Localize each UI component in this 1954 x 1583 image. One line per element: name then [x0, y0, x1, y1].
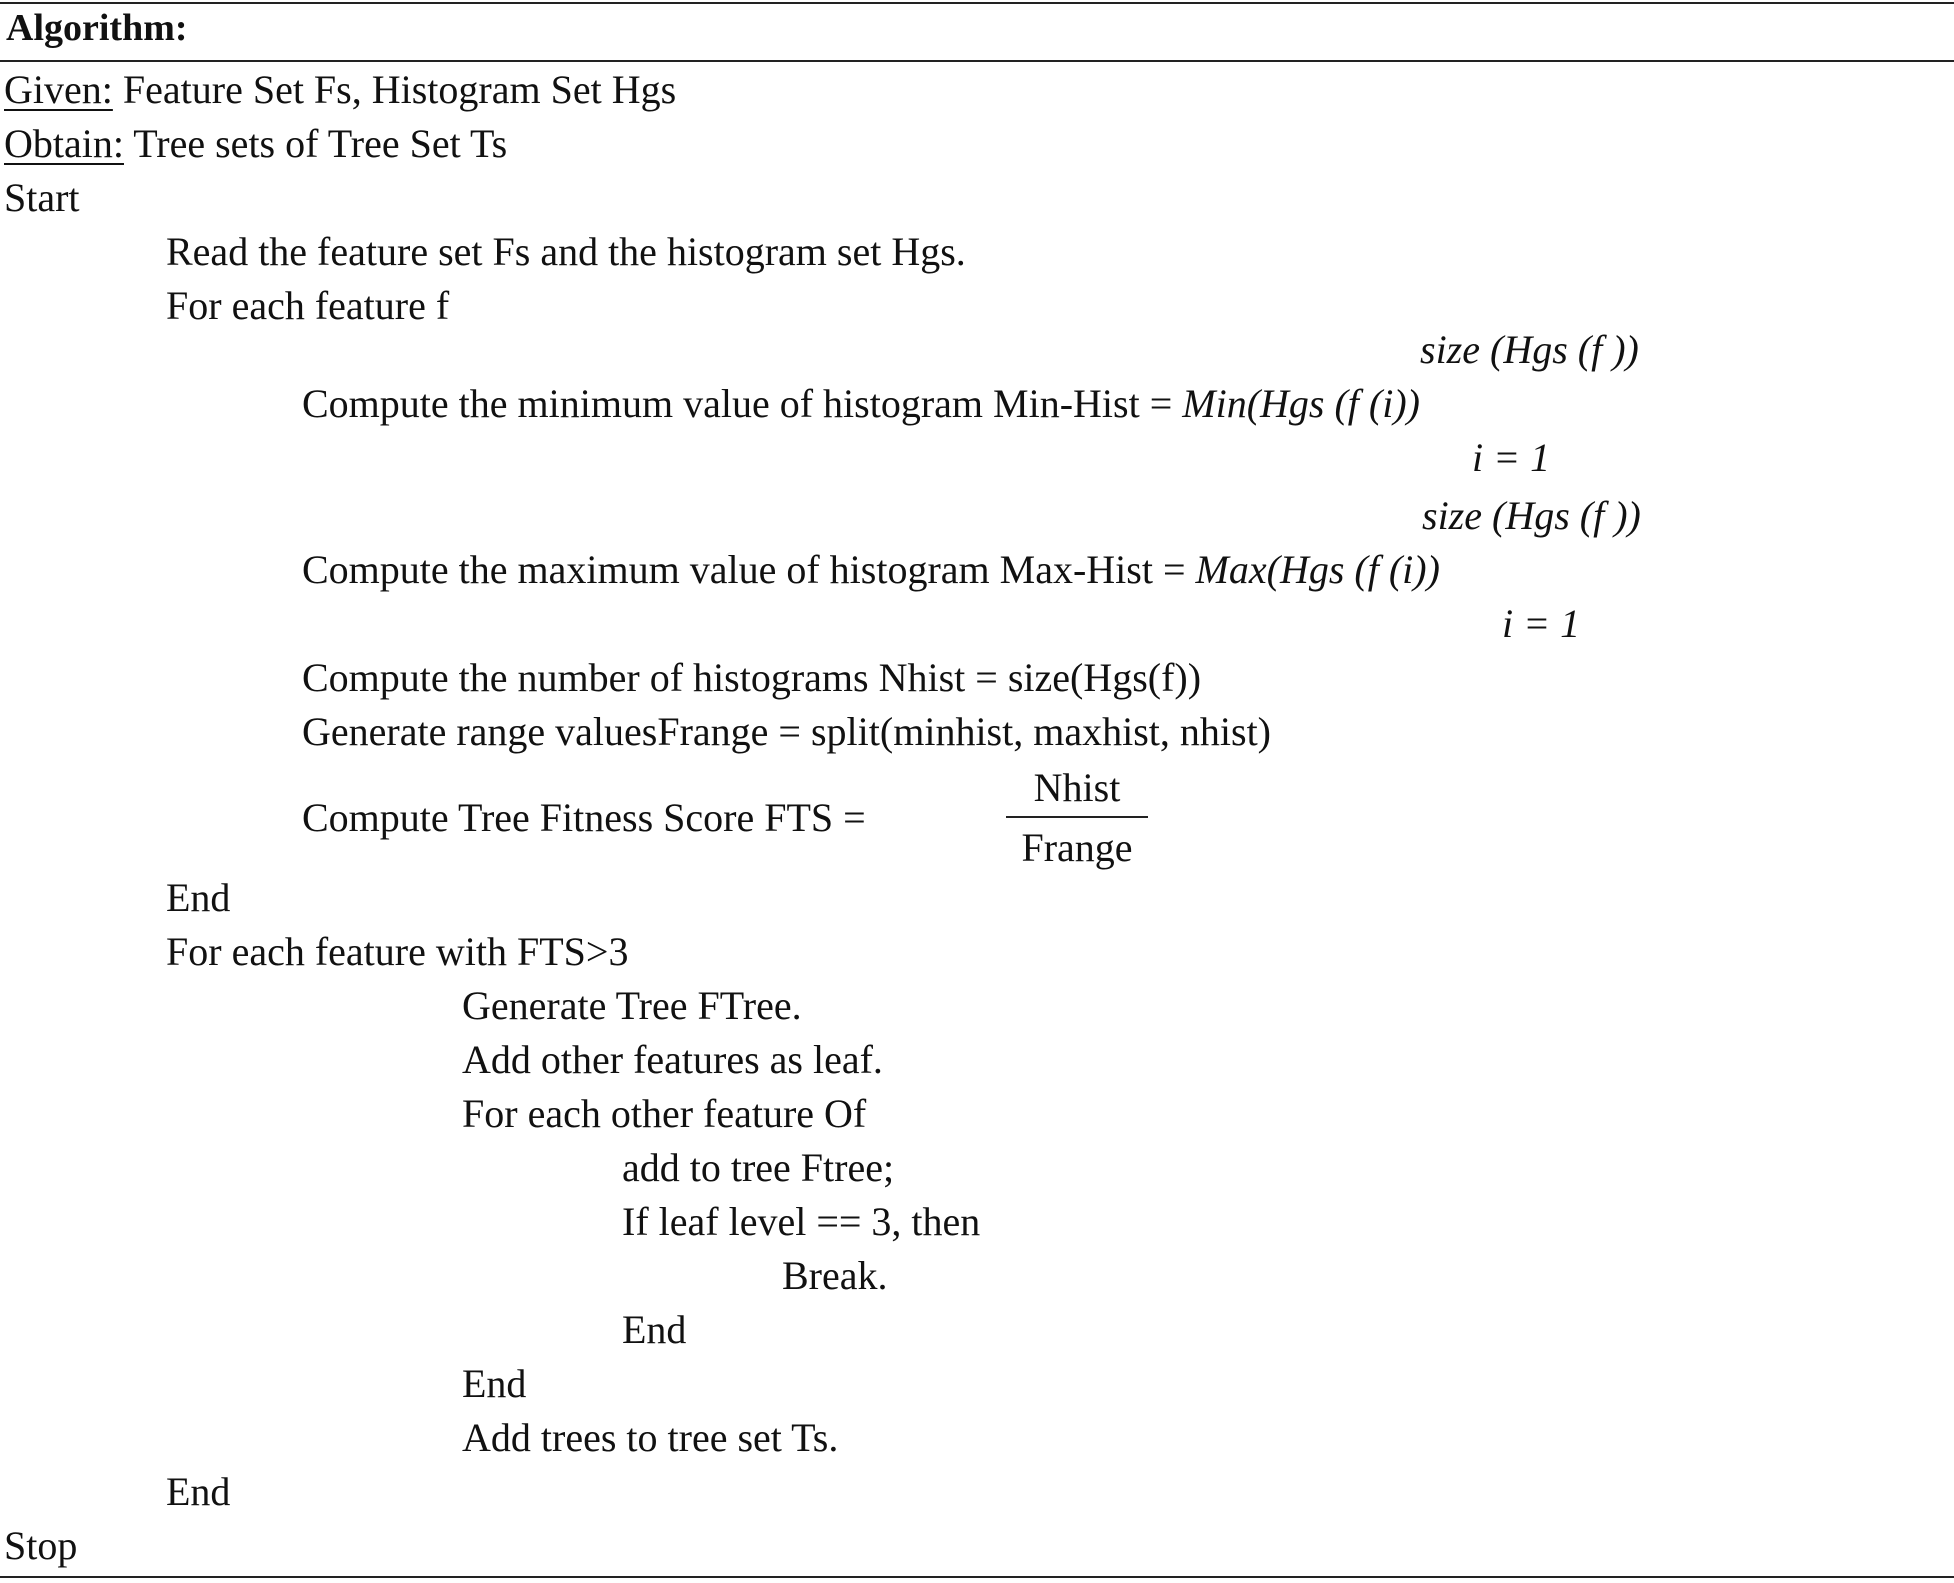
break-line: Break.: [782, 1253, 888, 1298]
end-line-4: End: [166, 1469, 231, 1514]
add-leaf-line: Add other features as leaf.: [462, 1037, 883, 1082]
top-rule: [0, 2, 1954, 4]
add-trees-line: Add trees to tree set Ts.: [462, 1415, 839, 1460]
min-lower-limit: i = 1: [1472, 435, 1551, 480]
header-rule: [0, 60, 1954, 62]
max-hist-line: [302, 546, 1440, 594]
bottom-rule: [0, 1576, 1954, 1578]
min-hist-text: Compute the minimum value of histogram Min-Hist =: [302, 381, 1183, 426]
max-lower-limit: i = 1: [1502, 601, 1581, 646]
for-each-feature-line: For each feature f: [166, 283, 450, 328]
obtain-label: Obtain:: [4, 121, 124, 166]
min-upper-limit: size (Hgs (f )): [1420, 327, 1639, 372]
generate-tree-line: Generate Tree FTree.: [462, 983, 802, 1028]
max-upper-limit: size (Hgs (f )): [1422, 493, 1641, 538]
nhist-line: Compute the number of histograms Nhist = size(Hgs(f)): [302, 655, 1202, 700]
if-leaf-line: If leaf level == 3, then: [622, 1199, 981, 1244]
read-line: Read the feature set Fs and the histogram set Hgs.: [166, 229, 966, 274]
end-line-2: End: [622, 1307, 687, 1352]
max-hist-expr: Max(Hgs (f (i)): [1195, 547, 1440, 592]
fts-text: Compute Tree Fitness Score FTS =: [302, 795, 866, 840]
obtain-text: Tree sets of Tree Set Ts: [123, 121, 508, 166]
algorithm-title: Algorithm:: [6, 7, 188, 49]
given-text: Feature Set Fs, Histogram Set Hgs: [112, 67, 677, 112]
for-each-other-line: For each other feature Of: [462, 1091, 867, 1136]
start-line: Start: [4, 175, 80, 220]
obtain-line: [4, 120, 507, 168]
frange-line: Generate range valuesFrange = split(minhist, maxhist, nhist): [302, 709, 1272, 754]
for-each-fts-line: For each feature with FTS>3: [166, 929, 629, 974]
fts-fraction: [1006, 764, 1148, 872]
min-hist-line: [302, 380, 1420, 428]
add-to-tree-line: add to tree Ftree;: [622, 1145, 895, 1190]
min-hist-expr: Min(Hgs (f (i)): [1182, 381, 1420, 426]
end-line-3: End: [462, 1361, 527, 1406]
given-label: Given:: [4, 67, 113, 112]
fts-denominator: Frange: [1021, 825, 1133, 870]
end-line-1: End: [166, 875, 231, 920]
fraction-bar: [1006, 816, 1148, 818]
fts-numerator: Nhist: [1033, 765, 1121, 810]
max-hist-text: Compute the maximum value of histogram Max-Hist =: [302, 547, 1196, 592]
given-line: [4, 66, 676, 114]
stop-line: Stop: [4, 1523, 78, 1568]
